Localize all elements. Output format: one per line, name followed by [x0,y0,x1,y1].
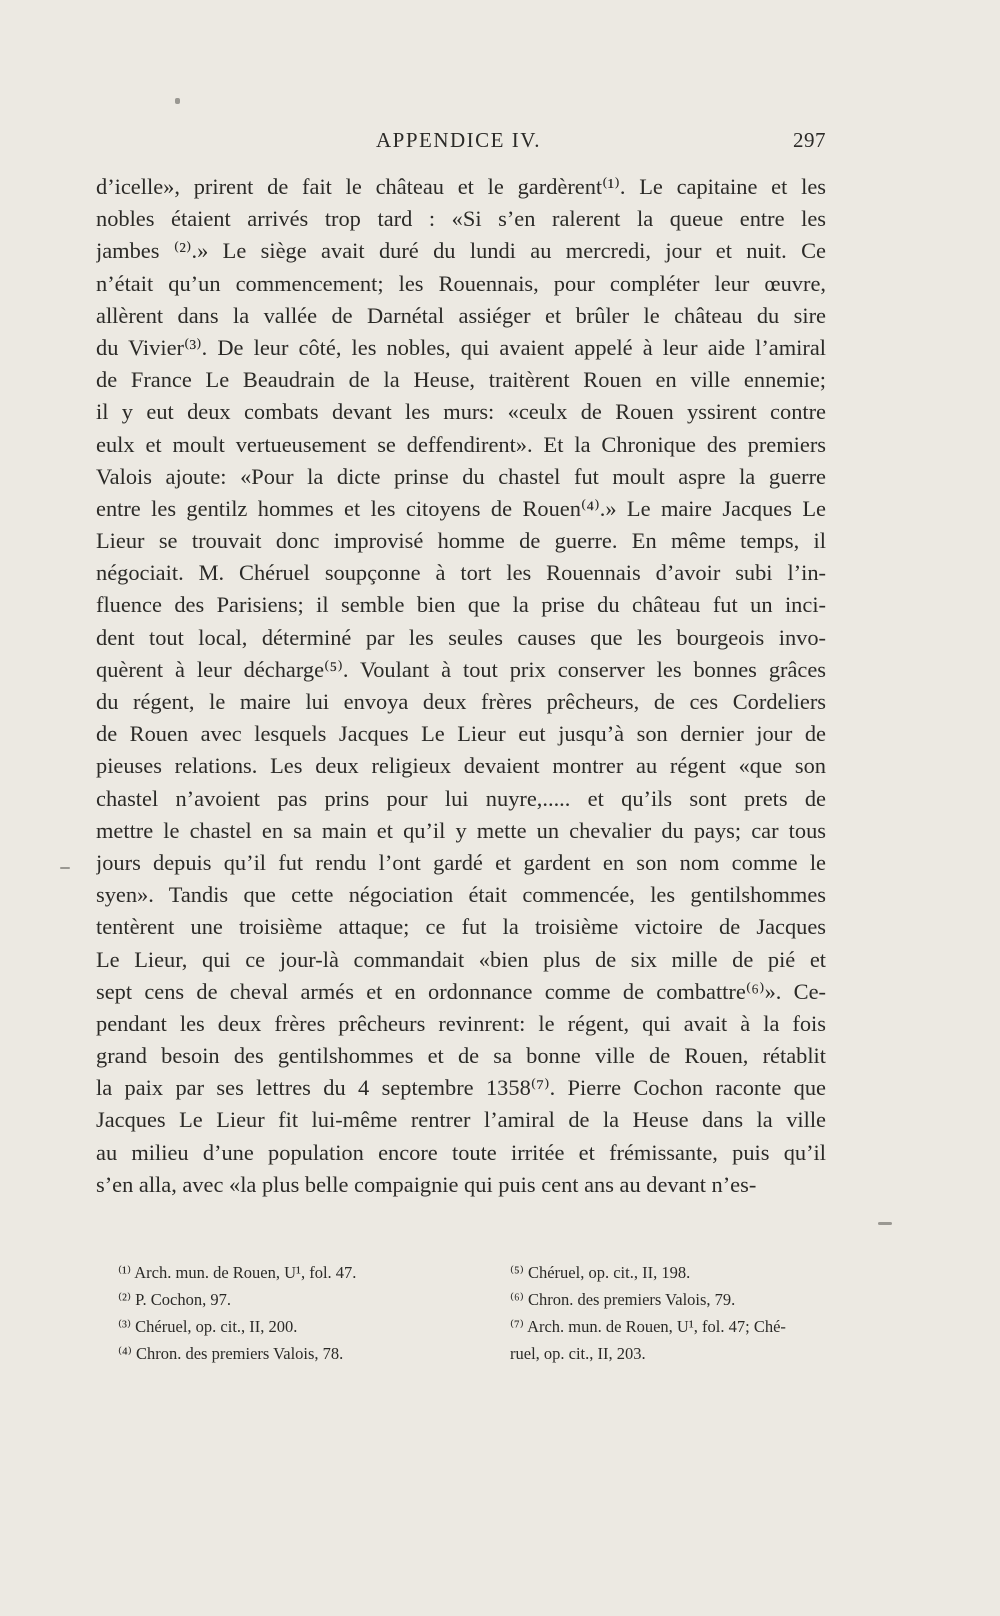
text-line: Le Lieur, qui ce jour-là commandait «bien plus de six mille de pié et [96,946,826,972]
running-title: APPENDICE IV. [376,128,541,152]
text-line: n’était qu’un commencement; les Rouennais, pour compléter leur œuvre, [96,270,826,296]
text-line: du régent, le maire lui envoya deux frères prêcheurs, de ces Cordeliers [96,689,826,714]
footnote: ⁽⁵⁾ Chéruel, op. cit., II, 198. [510,1263,691,1282]
text-line: d’icelle», prirent de fait le château et le gardèrent⁽¹⁾. Le capitaine et les [96,174,826,199]
text-line: eulx et moult vertueusement se deffendirent». Et la Chronique des premiers [96,431,826,457]
text-line: Lieur se trouvait donc improvisé homme de guerre. En même temps, il [96,528,826,554]
footnote: ⁽⁴⁾ Chron. des premiers Valois, 78. [118,1344,344,1363]
text-line: Valois ajoute: «Pour la dicte prinse du chastel fut moult aspre la guerre [96,463,826,489]
text-line: jours depuis qu’il fut rendu l’ont gardé et gardent en son nom comme le [96,849,826,875]
text-line: entre les gentilz hommes et les citoyens de Rouen⁽⁴⁾.» Le maire Jacques Le [96,495,826,521]
footnote: ⁽¹⁾ Arch. mun. de Rouen, U¹, fol. 47. [118,1263,357,1282]
text-line: s’en alla, avec «la plus belle compaignie qui puis cent ans au devant n’es- [96,1171,757,1197]
ink-speck [175,98,180,104]
footnote: ⁽³⁾ Chéruel, op. cit., II, 200. [118,1317,298,1336]
footnotes-right-column [510,1259,840,1367]
text-line: tentèrent une troisième attaque; ce fut la troisième victoire de Jacques [96,914,826,940]
text-line: sept cens de cheval armés et en ordonnance comme de combattre⁽⁶⁾». Ce- [96,978,826,1004]
text-line: de Rouen avec lesquels Jacques Le Lieur eut jusqu’à son dernier jour de [96,721,826,747]
text-line: grand besoin des gentilshommes et de sa bonne ville de Rouen, rétablit [96,1043,826,1069]
ink-speck [878,1222,892,1225]
footnote: ⁽²⁾ P. Cochon, 97. [118,1290,231,1309]
text-line: quèrent à leur décharge⁽⁵⁾. Voulant à tout prix conserver les bonnes grâces [96,656,826,682]
text-line: allèrent dans la vallée de Darnétal assiéger et brûler le château du sire [96,302,826,328]
footnotes-left-column [118,1259,488,1367]
text-line: la paix par ses lettres du 4 septembre 1358⁽⁷⁾. Pierre Cochon raconte que [96,1075,826,1101]
text-line: pieuses relations. Les deux religieux devaient montrer au régent «que son [96,753,826,779]
text-line: jambes ⁽²⁾.» Le siège avait duré du lundi au mercredi, jour et nuit. Ce [96,238,826,264]
text-line: fluence des Parisiens; il semble bien que la prise du château fut un inci- [96,592,826,618]
text-line: syen». Tandis que cette négociation était commencée, les gentilshommes [96,882,826,908]
text-line: pendant les deux frères prêcheurs revinrent: le régent, qui avait à la fois [96,1010,826,1036]
ink-speck [60,867,70,869]
text-line: nobles étaient arrivés trop tard : «Si s’en ralerent la queue entre les [96,206,826,232]
text-line: négociait. M. Chéruel soupçonne à tort les Rouennais d’avoir subi l’in- [96,560,826,586]
text-line: chastel n’avoient pas prins pour lui nuyre,..... et qu’ils sont prets de [96,785,826,811]
page-number: 297 [793,128,826,152]
text-line: dent tout local, déterminé par les seules causes que les bourgeois invo- [96,624,826,650]
footnote: ruel, op. cit., II, 203. [510,1344,646,1363]
text-line: il y eut deux combats devant les murs: «ceulx de Rouen yssirent contre [96,399,826,425]
text-line: du Vivier⁽³⁾. De leur côté, les nobles, qui avaient appelé à leur aide l’amiral [96,334,826,360]
footnote: ⁽⁶⁾ Chron. des premiers Valois, 79. [510,1290,736,1309]
footnote: ⁽⁷⁾ Arch. mun. de Rouen, U¹, fol. 47; Ché- [510,1317,786,1336]
body-text [96,171,826,1201]
text-line: au milieu d’une population encore toute irritée et frémissante, puis qu’il [96,1139,826,1165]
text-line: Jacques Le Lieur fit lui-même rentrer l’amiral de la Heuse dans la ville [96,1107,826,1133]
running-header [96,128,826,158]
text-line: de France Le Beaudrain de la Heuse, traitèrent Rouen en ville ennemie; [96,367,826,393]
text-line: mettre le chastel en sa main et qu’il y mette un chevalier du pays; car tous [96,817,826,843]
